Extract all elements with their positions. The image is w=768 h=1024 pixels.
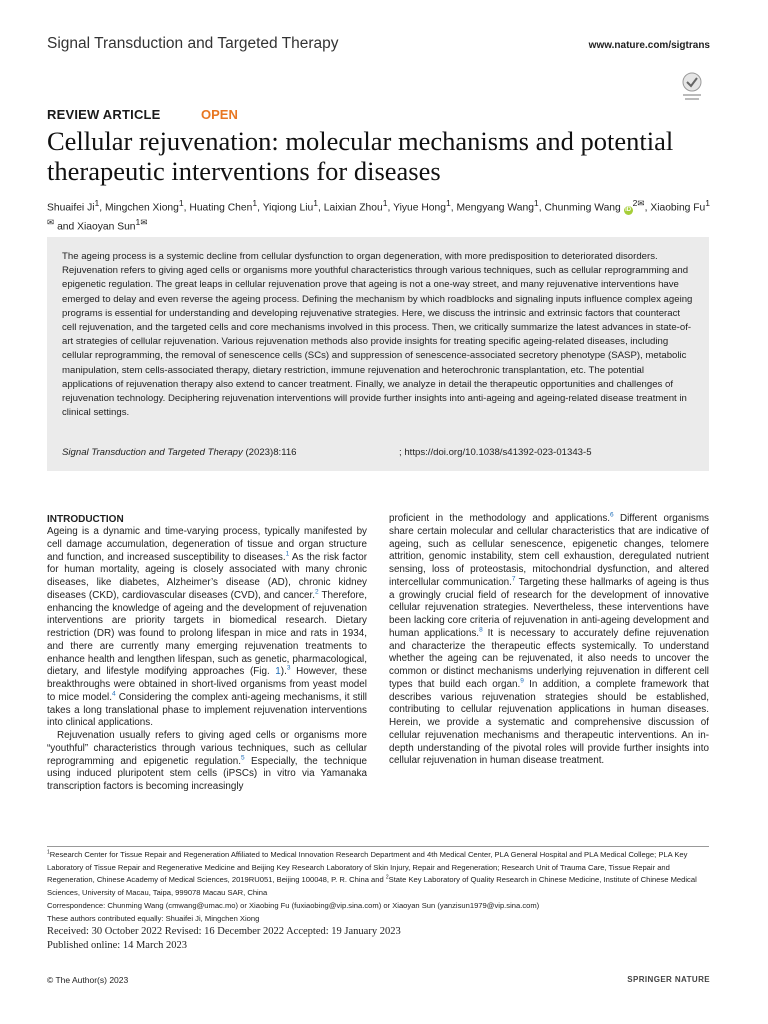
article-title: Cellular rejuvenation: molecular mechanisms and potential therapeutic interventions for diseases: [47, 126, 674, 186]
author-name[interactable]: Mingchen Xiong: [105, 202, 179, 214]
author-name[interactable]: Chunming Wang: [544, 202, 621, 214]
paragraph: proficient in the methodology and applications.$^6$ Different organisms share certain molecular and cellular characteristics that are indicative of ageing, such as cellular senescence, epigenetic changes, telomere attrition, genomic instability, stem cell exhaustion, deregulated nutrient sensing, loss of proteostasis, mitochondrial dysfunction, and altered intercellular communication.$^7$ Targeting these hallmarks of ageing is thus a growingly crucial field of research for the development of innovative cellular rejuvenation strategies. Nevertheless, these interventions have been lacking core criteria of rejuvenation in anti-ageing development and human applications.$^8$ It is necessary to accurately define rejuvenation and characterize the therapeutic effects systemically. To understand whether the ageing can be rejuvenated, it also needs to uncover the common or distinct mechanisms underlying rejuvenation in different cell types that build each organ.$^9$ In addition, a complete framework that describes various rejuvenation strategies should be established, contributing to cellular rejuvenation applications in human diseases. Herein, we provide a systematic and comprehensive discussion of cellular rejuvenation mechanisms and therapeutic interventions. An in-depth understanding of the pivotal roles will provide further insights into cellular rejuvenation in human disease treatment.: [389, 511, 710, 767]
author-name[interactable]: Mengyang Wang: [456, 202, 534, 214]
publisher-logo: SPRINGER NATURE: [627, 975, 710, 984]
correspondence: Correspondence: Chunming Wang (cmwang@umac.mo) or Xiaobing Fu (fuxiaobing@vip.sina.com) or Xiaoyan Sun (yanzisun1979@vip.sina.com): [47, 900, 540, 910]
abstract-text: The ageing process is a systemic decline from cellular dysfunction to organ degeneration, with more predisposition to deteriorated disorders. Rejuvenation refers to giving aged cells or organisms more youthful characteristics through various techniques, such as cellular reprogramming and epigenetic regulation. The great leaps in cellular rejuvenation prove that ageing is not a one-way street, and many rejuvenative interventions have emerged to delay and even reverse the ageing process. Defining the mechanism by which roadblocks and signaling inputs influence complex ageing programs is essential for understanding and developing rejuvenative strategies. Here, we discuss the intrinsic and extrinsic factors that counteract cell rejuvenation, and the targeted cells and core mechanisms involved in this process. Then, we critically summarize the latest advances in state-of-art strategies of cellular rejuvenation. Various rejuvenation methods also provide insights for treating specific ageing-related diseases, including cellular reprogramming, the removal of senescence cells (SCs) and suppression of senescence-associated secretory phenotype (SASP), metabolic manipulation, stem cells-associated therapy, dietary restriction, immune rejuvenation and heterochronic transplantation, etc. The potential applications of rejuvenation therapy also extend to cancer treatment. Finally, we analyze in detail the therapeutic opportunities and challenges of rejuvenation technology. Deciphering rejuvenation interventions will provide further insights into anti-ageing and ageing-related disease treatment in clinical settings.: [62, 251, 693, 419]
paragraph: Rejuvenation usually refers to giving aged cells or organisms more “youthful” characteristics through various techniques, such as cellular reprogramming and epigenetic regulation.$^5$ Especially, the technique using induced pluripotent stem cells (iPSCs) in vitro via Yamanaka transcription factors is becoming increasingly: [47, 730, 367, 792]
author-affiliation: 1: [445, 198, 451, 208]
article-type-label: REVIEW ARTICLE: [47, 107, 161, 122]
citation-line: [62, 447, 592, 458]
check-for-updates-icon[interactable]: [680, 72, 704, 102]
body-column-right: [389, 513, 709, 768]
journal-name: Signal Transduction and Targeted Therapy: [47, 35, 339, 52]
reference-link[interactable]: 4: [112, 690, 116, 698]
author-affiliation: 1: [252, 198, 258, 208]
reference-link[interactable]: 5: [240, 754, 245, 762]
author-name[interactable]: Laixian Zhou: [323, 202, 383, 214]
journal-url-link[interactable]: www.nature.com/sigtrans: [588, 40, 710, 51]
author-name[interactable]: Shuaifei Ji: [47, 202, 95, 214]
author-list: Shuaifei Ji$^1$, Mingchen Xiong$^1$, Huating Chen$^1$, Yiqiong Liu$^1$, Laixian Zhou$^1$, Yiyue Hong$^1$, Mengyang Wang$^1$, Chunming Wang $iD^{2✉}$, Xiaobing $Fu^{1✉}$ and Xiaoyan Sun$^{1✉}$: [47, 198, 711, 233]
reference-link[interactable]: 3: [286, 664, 291, 672]
citation-volume: (2023)8:116: [245, 447, 297, 458]
published-date: Published online: 14 March 2023: [47, 940, 187, 951]
author-name[interactable]: Xiaobing Fu: [650, 202, 706, 214]
author-name[interactable]: Yiqiong Liu: [262, 202, 314, 214]
author-name[interactable]: Huating Chen: [189, 202, 253, 214]
received-dates: Received: 30 October 2022 Revised: 16 December 2022 Accepted: 19 January 2023: [47, 926, 401, 937]
footnote-divider: [47, 846, 709, 847]
author-name[interactable]: Yiyue Hong: [393, 202, 446, 214]
author-affiliation: 1: [313, 198, 319, 208]
author-affiliation: 1✉: [135, 217, 148, 228]
orcid-icon[interactable]: iD: [625, 207, 632, 214]
author-affiliation: 1✉: [47, 198, 711, 228]
body-column-left: [47, 513, 367, 794]
abstract-box: [47, 237, 709, 471]
citation-journal: Signal Transduction and Targeted Therapy: [62, 447, 243, 458]
doi-link[interactable]: ; https://doi.org/10.1038/s41392-023-01343-5: [399, 447, 592, 458]
author-name[interactable]: Xiaoyan Sun: [77, 221, 136, 233]
author-affiliation: 1: [94, 198, 100, 208]
reference-link[interactable]: 9: [520, 677, 524, 685]
reference-link[interactable]: 6: [610, 511, 614, 519]
author-affiliation: 1: [382, 198, 388, 208]
reference-link[interactable]: 2: [315, 588, 319, 596]
section-heading-introduction: INTRODUCTION: [47, 514, 124, 525]
copyright: © The Author(s) 2023: [47, 975, 129, 985]
reference-link[interactable]: 8: [479, 626, 483, 634]
author-connector: and: [57, 221, 75, 233]
author-affiliation: 2✉: [632, 198, 645, 208]
open-access-badge: OPEN: [201, 107, 238, 122]
figure-link[interactable]: 1: [275, 666, 281, 678]
reference-link[interactable]: 1: [285, 550, 290, 558]
paragraph: Ageing is a dynamic and time-varying process, typically manifested by cell damage accumulation, degeneration of tissue and organ structure and function, and increased susceptibility to diseases.$^1$ As the risk factor for human mortality, ageing is closely associated with many chronic diseases, like diabetes, Alzheimer’s disease (AD), chronic kidney diseases (CKD), cardiovascular diseases (CVD), and cancer.$^2$ Therefore, enhancing the knowledge of ageing and the development of rejuvenation interventions are priority targets in biomedical research. Dietary restriction (DR) was found to prolong lifespan in mice and rats in 1934, and there are currently many emerging rejuvenation treatments to enhance health and lengthen lifespan, such as genetic, pharmacological, dietary, and lifestyle modifying approaches (Fig. 1).$^3$ However, these breakthroughs were obtained in short-lived organisms from yeast model to mice model.$^4$ Considering the complex anti-ageing mechanisms, it still takes a long translational phase to implement rejuvenation interventions into clinical applications.: [47, 526, 367, 729]
affiliations: $^1$Research Center for Tissue Repair and Regeneration Affiliated to Medical Innovation Research Department and 4th Medical Center, PLA General Hospital and PLA Medical College; PLA Key Laboratory of Tissue Repair and Regenerative Medicine and Beijing Key Research Laboratory of Skin Injury, Repair and Regeneration; Research Unit of Trauma Care, Tissue Repair and Regeneration, Chinese Academy of Medical Sciences, 2019RU051, Beijing 100048, P. R. China and $^2$State Key Laboratory of Quality Research in Chinese Medicine, Institute of Chinese Medical Sciences, University of Macau, Taipa, 999078 Macau SAR, China: [47, 849, 697, 898]
reference-link[interactable]: 7: [511, 575, 516, 583]
footnotes: [47, 849, 709, 925]
publication-dates: [47, 925, 401, 953]
author-affiliation: 1: [533, 198, 539, 208]
author-affiliation: 1: [178, 198, 184, 208]
equal-contribution-note: These authors contributed equally: Shuaifei Ji, Mingchen Xiong: [47, 913, 260, 923]
